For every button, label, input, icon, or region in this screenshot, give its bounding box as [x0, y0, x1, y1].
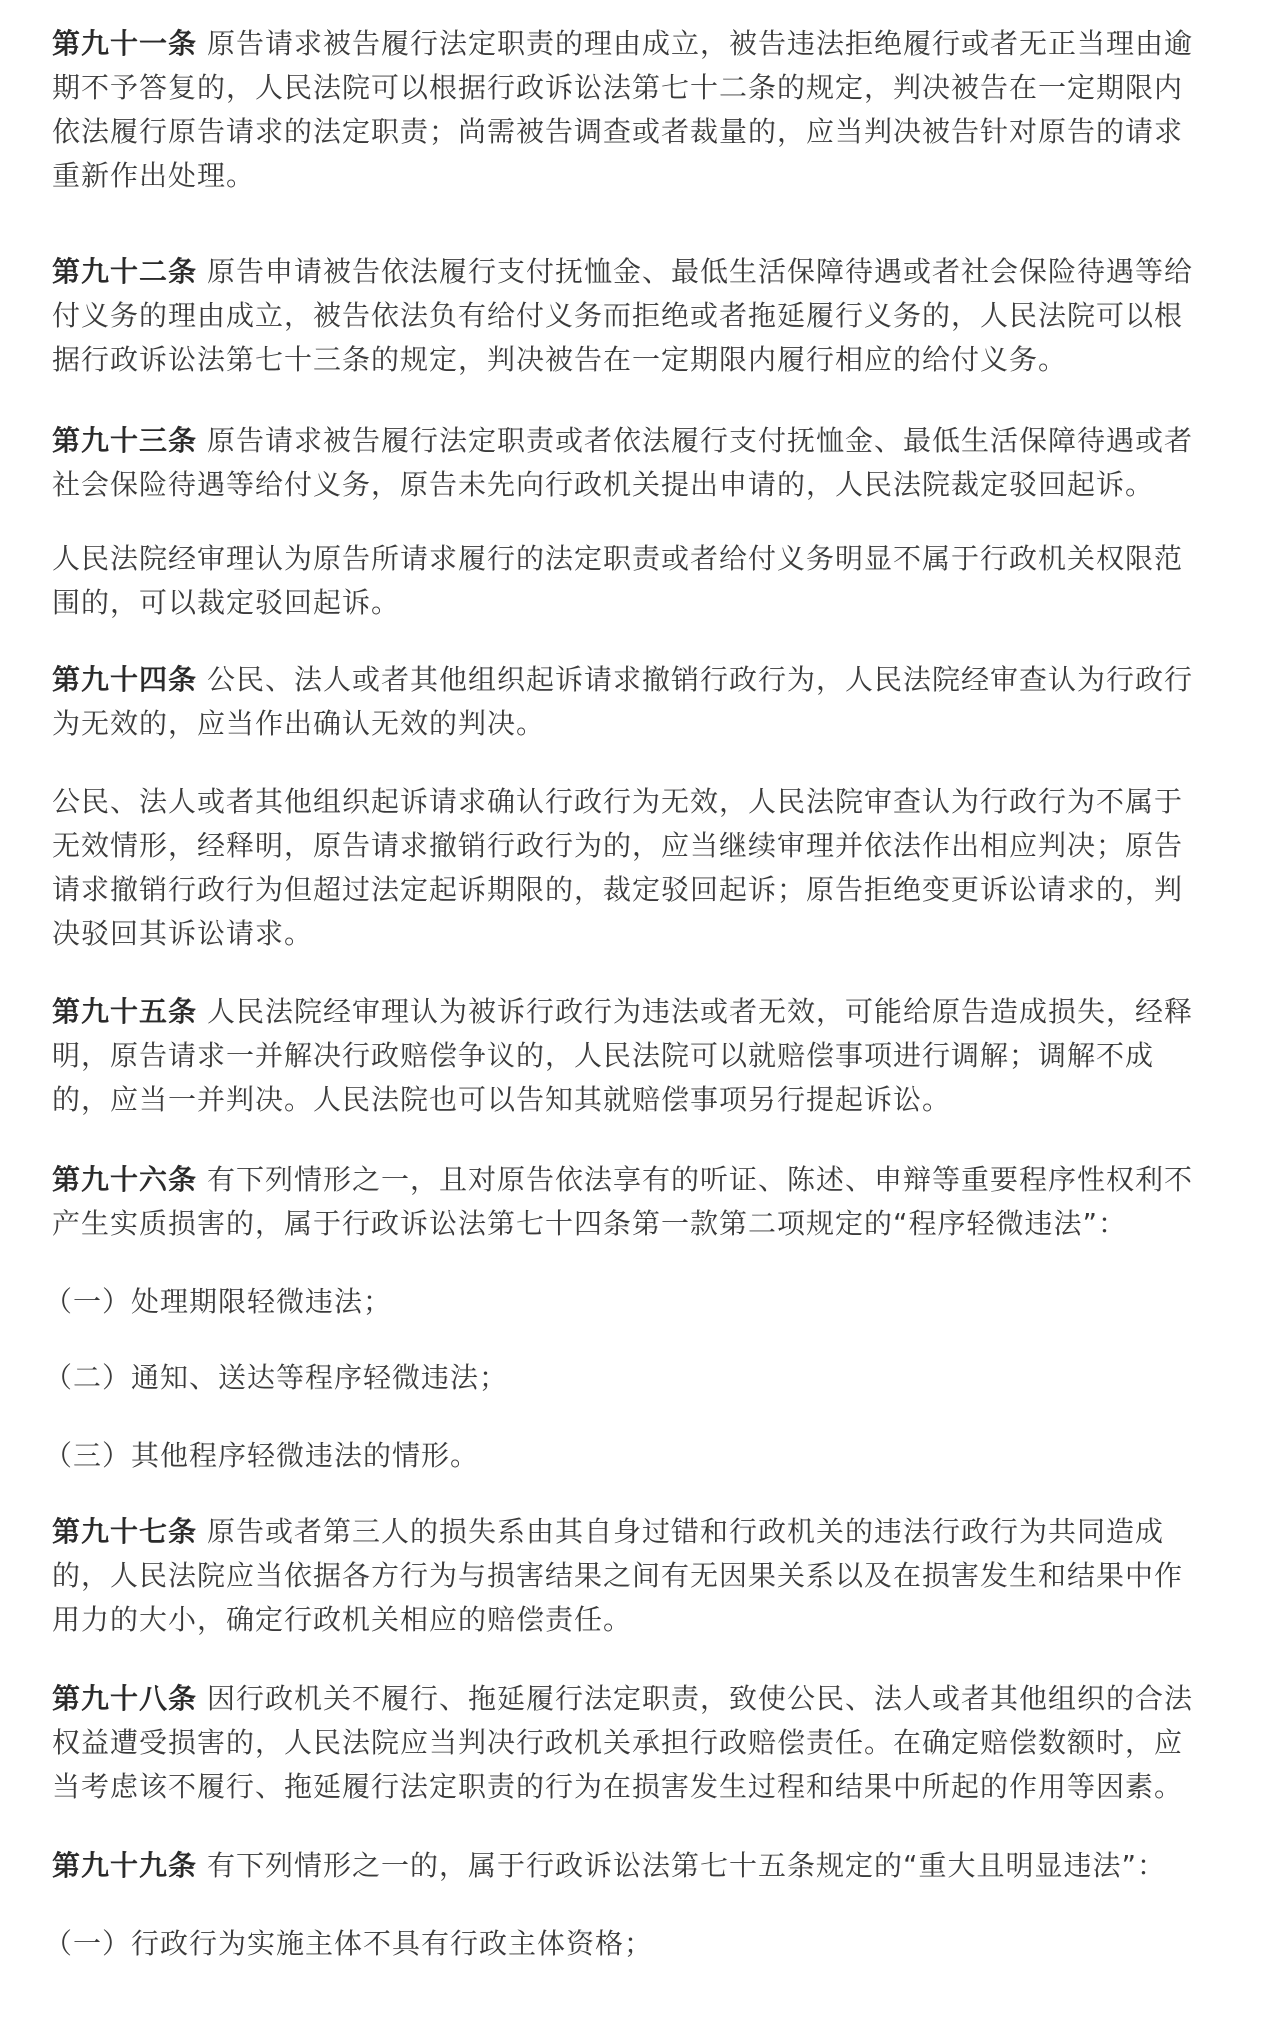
paragraph-text: 有下列情形之一的，属于行政诉讼法第七十五条规定的“重大且明显违法”：	[207, 1849, 1167, 1882]
paragraph-text: （三）其他程序轻微违法的情形。	[44, 1439, 480, 1472]
paragraph-article-91	[52, 22, 1232, 198]
paragraph-text: 因行政机关不履行、拖延履行法定职责，致使公民、法人或者其他组织的合法 权益遭受损害的，人民法院应当判决行政机关承担行政赔偿责任。在确定赔偿数额时，应 当考虑该不履行、拖延履行法定职责的行为在损害发生过程和结果中所起的作用等因素。	[52, 1682, 1194, 1803]
list-item-96-2	[44, 1356, 1224, 1400]
paragraph-article-96	[52, 1158, 1232, 1246]
paragraph-article-93	[52, 419, 1232, 507]
paragraph-article-95	[52, 990, 1232, 1122]
article-number: 第九十九条	[52, 1849, 198, 1882]
article-number: 第九十七条	[52, 1515, 198, 1548]
paragraph-text: （一）行政行为实施主体不具有行政主体资格；	[44, 1927, 654, 1960]
paragraph-text: 人民法院经审理认为原告所请求履行的法定职责或者给付义务明显不属于行政机关权限范 围的，可以裁定驳回起诉。	[52, 542, 1184, 619]
list-item-96-3	[44, 1434, 1224, 1478]
paragraph-text: 原告请求被告履行法定职责或者依法履行支付抚恤金、最低生活保障待遇或者 社会保险待遇等给付义务，原告未先向行政机关提出申请的，人民法院裁定驳回起诉。	[52, 424, 1194, 501]
paragraph-article-94-cont	[52, 780, 1232, 956]
article-number: 第九十六条	[52, 1163, 198, 1196]
list-item-96-1	[44, 1280, 1224, 1324]
paragraph-text: （二）通知、送达等程序轻微违法；	[44, 1361, 509, 1394]
paragraph-text: 公民、法人或者其他组织起诉请求撤销行政行为，人民法院经审查认为行政行 为无效的，应当作出确认无效的判决。	[52, 663, 1194, 740]
paragraph-text: 原告申请被告依法履行支付抚恤金、最低生活保障待遇或者社会保险待遇等给 付义务的理由成立，被告依法负有给付义务而拒绝或者拖延履行义务的，人民法院可以根 据行政诉讼法第七十三条的规定，判决被告在一定期限内履行相应的给付义务。	[52, 255, 1194, 376]
paragraph-article-92	[52, 250, 1232, 382]
paragraph-text: （一）处理期限轻微违法；	[44, 1285, 393, 1318]
article-number: 第九十二条	[52, 255, 198, 288]
paragraph-text: 公民、法人或者其他组织起诉请求确认行政行为无效，人民法院审查认为行政行为不属于 无效情形，经释明，原告请求撤销行政行为的，应当继续审理并依法作出相应判决；原告 请求撤销行政行为但超过法定起诉期限的，裁定驳回起诉；原告拒绝变更诉讼请求的，判 决驳回其诉讼请求。	[52, 785, 1184, 950]
article-number: 第九十五条	[52, 995, 198, 1028]
paragraph-article-98	[52, 1677, 1232, 1809]
paragraph-text: 有下列情形之一，且对原告依法享有的听证、陈述、申辩等重要程序性权利不 产生实质损害的，属于行政诉讼法第七十四条第一款第二项规定的“程序轻微违法”：	[52, 1163, 1194, 1240]
article-number: 第九十三条	[52, 424, 198, 457]
article-number: 第九十一条	[52, 27, 198, 60]
article-number: 第九十四条	[52, 663, 198, 696]
article-number: 第九十八条	[52, 1682, 198, 1715]
paragraph-article-99	[52, 1844, 1232, 1888]
paragraph-text: 原告或者第三人的损失系由其自身过错和行政机关的违法行政行为共同造成 的，人民法院应当依据各方行为与损害结果之间有无因果关系以及在损害发生和结果中作 用力的大小，确定行政机关相应的赔偿责任。	[52, 1515, 1184, 1636]
paragraph-article-97	[52, 1510, 1232, 1642]
paragraph-text: 人民法院经审理认为被诉行政行为违法或者无效，可能给原告造成损失，经释 明，原告请求一并解决行政赔偿争议的，人民法院可以就赔偿事项进行调解；调解不成 的，应当一并判决。人民法院也可以告知其就赔偿事项另行提起诉讼。	[52, 995, 1194, 1116]
paragraph-article-94	[52, 658, 1232, 746]
paragraph-article-93-cont	[52, 537, 1232, 625]
list-item-99-1	[44, 1922, 1224, 1966]
paragraph-text: 原告请求被告履行法定职责的理由成立，被告违法拒绝履行或者无正当理由逾 期不予答复的，人民法院可以根据行政诉讼法第七十二条的规定，判决被告在一定期限内 依法履行原告请求的法定职责；尚需被告调查或者裁量的，应当判决被告针对原告的请求 重新作出处理。	[52, 27, 1194, 192]
